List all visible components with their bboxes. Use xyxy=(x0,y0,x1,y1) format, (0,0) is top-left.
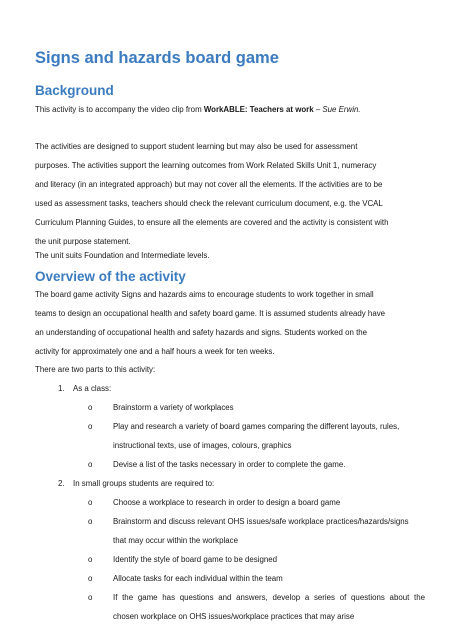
paragraph-line: The board game activity Signs and hazards aims to encourage students to work together in small xyxy=(35,290,374,299)
overview-paragraph xyxy=(35,285,425,361)
sub-list-item: Brainstorm and discuss relevant OHS issues/safe workplace practices/hazards/signs that may occur within the workplace xyxy=(113,517,409,545)
background-intro xyxy=(35,100,425,119)
list-number: 1. xyxy=(58,384,65,393)
bullet-marker: o xyxy=(88,422,93,431)
intro-author: Sue Erwin. xyxy=(322,105,361,114)
document-title: Signs and hazards board game xyxy=(35,49,279,67)
bullet-marker: o xyxy=(88,593,93,602)
sub-list-item: Allocate tasks for each individual within the team xyxy=(113,574,283,583)
background-paragraph-1 xyxy=(35,137,425,251)
paragraph-line: teams to design an occupational health and safety board game. It is assumed students already have xyxy=(35,309,386,318)
paragraph-line: activity for approximately one and a half hours a week for ten weeks. xyxy=(35,347,275,356)
sub-list-item: If the game has questions and answers, develop a series of questions about the chosen workplace on OHS issues/workplace practices that may arise xyxy=(113,593,425,621)
sub-list-item: Play and research a variety of board games comparing the different layouts, rules, instructional texts, use of images, colours, graphics xyxy=(113,422,400,450)
paragraph-line: Curriculum Planning Guides, to ensure all the elements are covered and the activity is consistent with xyxy=(35,218,389,227)
paragraph-line: The activities are designed to support student learning but may also be used for assessment xyxy=(35,142,358,151)
paragraph-line: an understanding of occupational health and safety hazards and signs. Students worked on the xyxy=(35,328,368,337)
sub-list-item: Brainstorm a variety of workplaces xyxy=(113,403,234,412)
bullet-marker: o xyxy=(88,403,93,412)
intro-video-title: WorkABLE: Teachers at work xyxy=(203,105,314,114)
intro-prefix: This activity is to accompany the video clip from xyxy=(35,105,204,114)
bullet-marker: o xyxy=(88,574,93,583)
sub-list-item: Choose a workplace to research in order to design a board game xyxy=(113,498,341,507)
paragraph-line: and literacy (in an integrated approach) but may not cover all the elements. If the activities are to be xyxy=(35,180,383,189)
sub-list-item: Identify the style of board game to be designed xyxy=(113,555,278,564)
bullet-marker: o xyxy=(88,555,93,564)
list-number: 2. xyxy=(58,479,65,488)
intro-dash: – xyxy=(313,105,323,114)
background-heading: Background xyxy=(35,83,114,98)
paragraph-line: the unit purpose statement. xyxy=(35,237,131,246)
bullet-marker: o xyxy=(88,460,93,469)
sub-list-item: Devise a list of the tasks necessary in order to complete the game. xyxy=(113,460,346,469)
bullet-marker: o xyxy=(88,517,93,526)
paragraph-line: purposes. The activities support the learning outcomes from Work Related Skills Unit 1, numeracy xyxy=(35,161,377,170)
parts-intro: There are two parts to this activity: xyxy=(35,365,156,374)
list-item-label: As a class: xyxy=(73,384,112,393)
bullet-marker: o xyxy=(88,498,93,507)
background-paragraph-2: The unit suits Foundation and Intermediate levels. xyxy=(35,251,210,260)
list-item-label: In small groups students are required to: xyxy=(73,479,215,488)
paragraph-line: used as assessment tasks, teachers should check the relevant curriculum document, e.g. the VCAL xyxy=(35,199,383,208)
overview-heading: Overview of the activity xyxy=(35,269,186,284)
